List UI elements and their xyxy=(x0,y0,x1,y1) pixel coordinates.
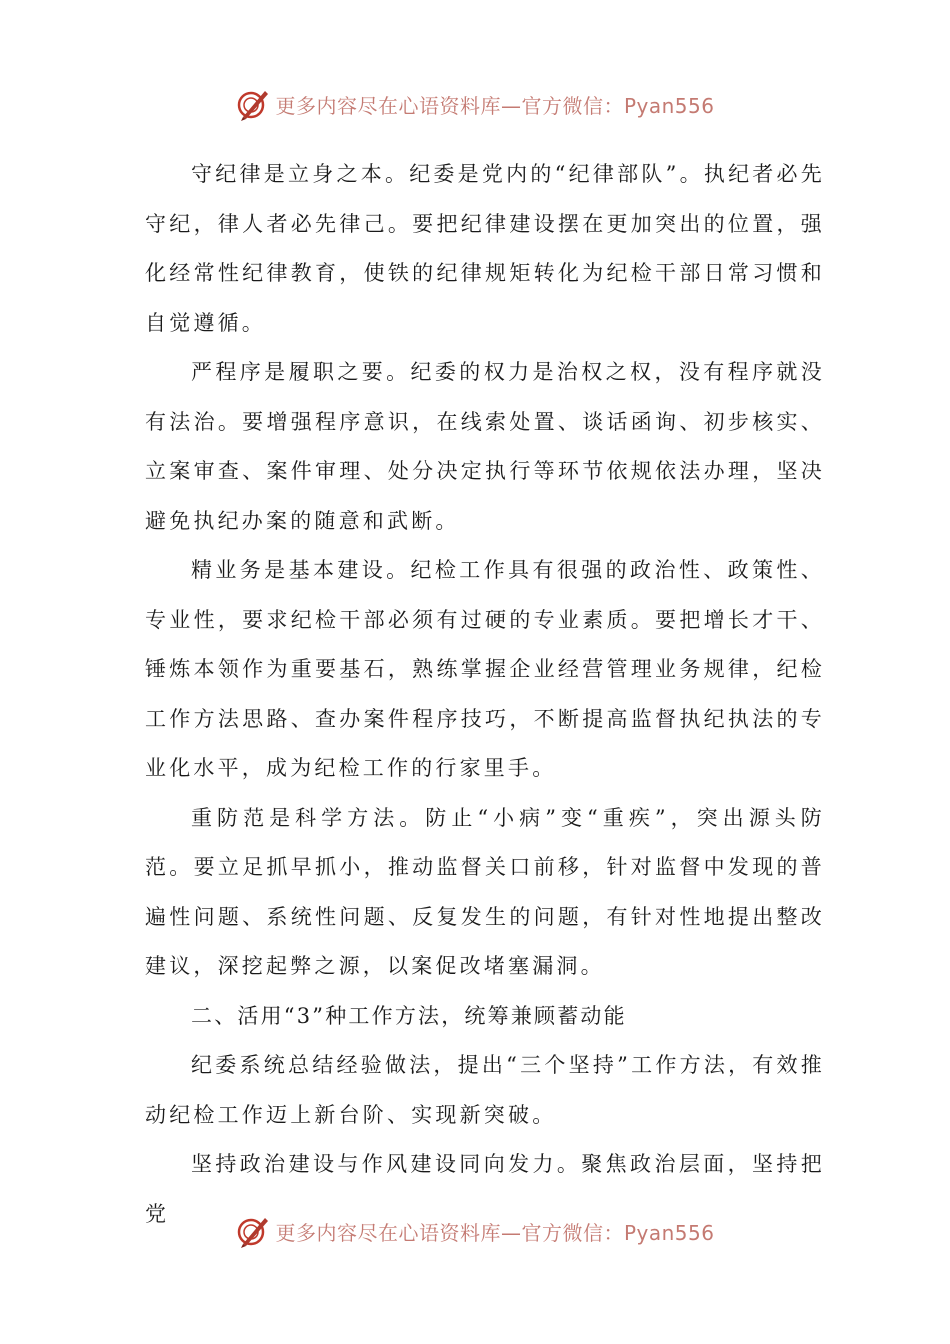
watermark-text: 更多内容尽在心语资料库—官方微信：Pyan556 xyxy=(275,1220,715,1245)
watermark-text: 更多内容尽在心语资料库—官方微信：Pyan556 xyxy=(275,93,715,118)
document-body xyxy=(145,150,825,1239)
paragraph-expertise: 精业务是基本建设。纪检工作具有很强的政治性、政策性、专业性，要求纪检干部必须有过硬的专业素质。要把增长才干、锤炼本领作为重要基石，熟练掌握企业经营管理业务规律，纪检工作方法思路、查办案件程序技巧，不断提高监督执纪执法的专业化水平，成为纪检工作的行家里手。 xyxy=(145,558,825,780)
paragraph-political-building: 坚持政治建设与作风建设同向发力。聚焦政治层面，坚持把党 xyxy=(145,1152,825,1226)
pen-logo-icon xyxy=(235,1213,271,1249)
footer-watermark xyxy=(0,1211,950,1251)
pen-logo-icon xyxy=(235,86,271,122)
paragraph-three-methods: 纪委系统总结经验做法，提出“三个坚持”工作方法，有效推动纪检工作迈上新台阶、实现新突破。 xyxy=(145,1053,825,1127)
paragraph-prevention: 重防范是科学方法。防止“小病”变“重疾”，突出源头防范。要立足抓早抓小，推动监督关口前移，针对监督中发现的普遍性问题、系统性问题、反复发生的问题，有针对性地提出整改建议，深挖起弊之源，以案促改堵塞漏洞。 xyxy=(145,805,825,978)
header-watermark xyxy=(0,84,950,124)
paragraph-procedure: 严程序是履职之要。纪委的权力是治权之权，没有程序就没有法治。要增强程序意识，在线索处置、谈话函询、初步核实、立案审查、案件审理、处分决定执行等环节依规依法办理，坚决避免执纪办案的随意和武断。 xyxy=(145,360,825,533)
section-heading: 二、活用“3”种工作方法，统筹兼顾蓄动能 xyxy=(191,1003,627,1028)
paragraph-discipline: 守纪律是立身之本。纪委是党内的“纪律部队”。执纪者必先守纪，律人者必先律己。要把纪律建设摆在更加突出的位置，强化经常性纪律教育，使铁的纪律规矩转化为纪检干部日常习惯和自觉遵循。 xyxy=(145,162,825,335)
